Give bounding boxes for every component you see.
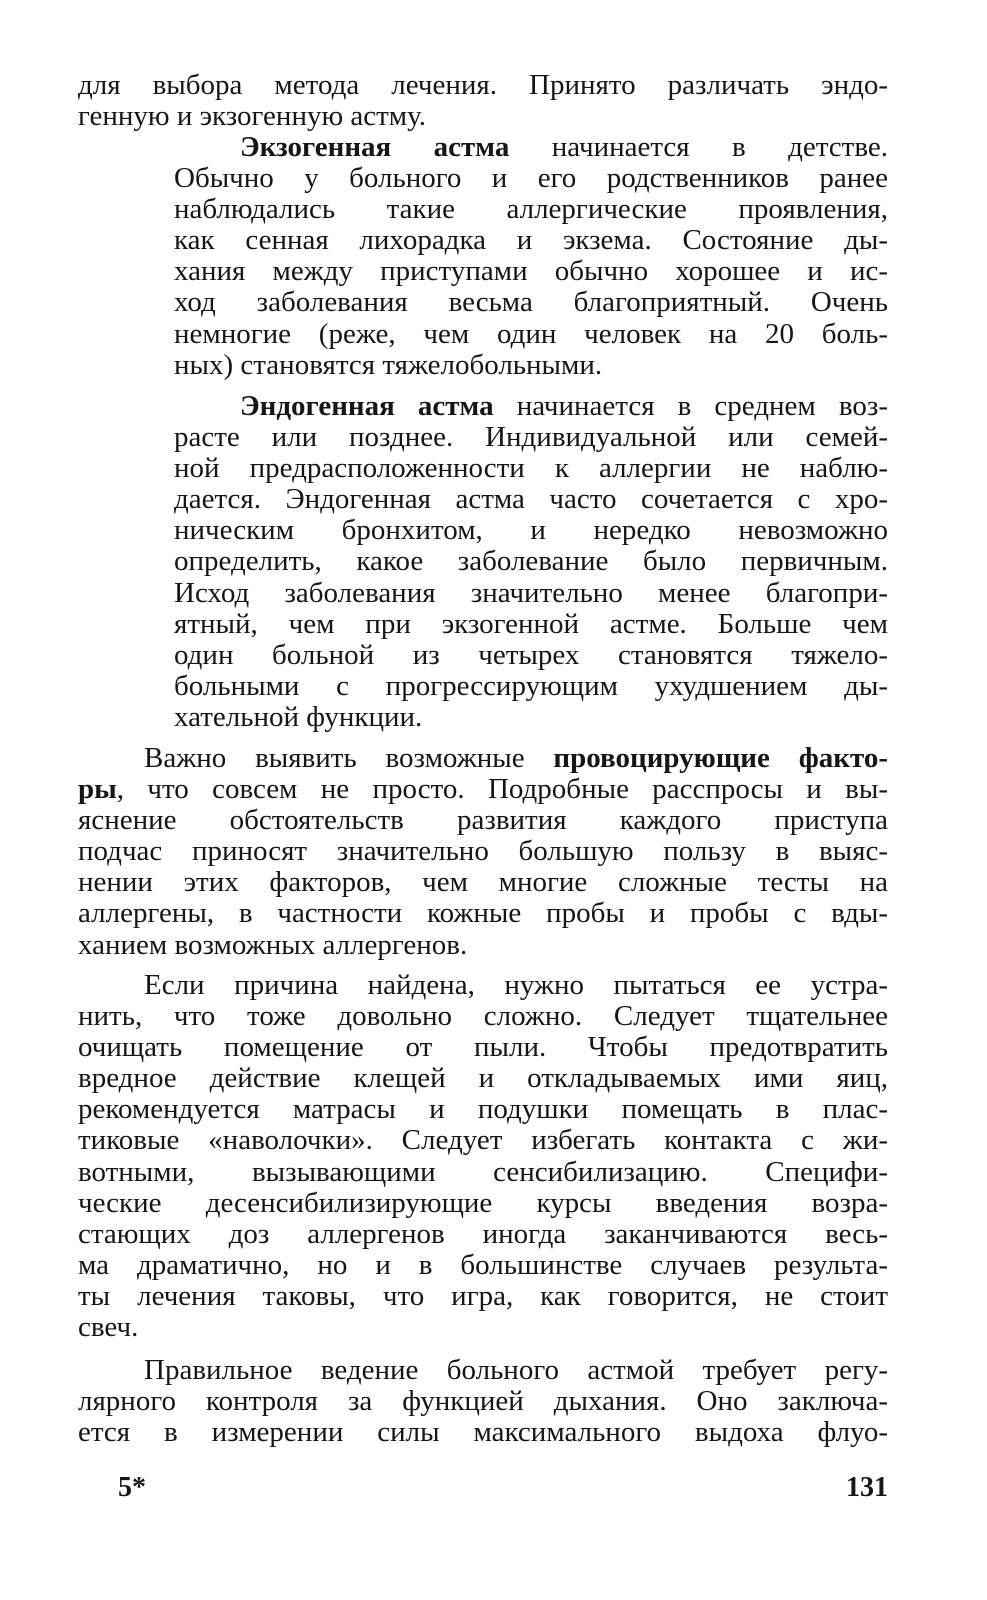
paragraph-intro: [78, 70, 888, 132]
text-line: расте или позднее. Индивидуальной или семей-: [174, 421, 888, 454]
paragraph-cause-removal: [78, 970, 888, 1343]
text-line: нить, что тоже довольно сложно. Следует тщательнее: [78, 1000, 888, 1033]
paragraph-exogenous-asthma: [174, 132, 888, 381]
text-line: вотными, вызывающими сенсибилизацию. Специфи-: [78, 1155, 888, 1188]
text-line: ты лечения таковы, что игра, как говорится, не стоит: [78, 1279, 888, 1312]
text-line: ма драматично, но и в большинстве случаев результа-: [78, 1248, 888, 1281]
text-line: яснение обстоятельств развития каждого приступа: [78, 804, 888, 837]
text-line: ной предрасположенности к аллергии не наблю-: [174, 452, 888, 485]
text-line: хательной функции.: [174, 700, 423, 733]
text-line: ход заболевания весьма благоприятный. Очень: [174, 286, 888, 319]
text-line: Правильное ведение больного астмой требует регу-: [144, 1354, 888, 1386]
text-line: определить, какое заболевание было первичным.: [174, 545, 888, 578]
text-line: ханием возможных аллергенов.: [78, 928, 468, 961]
page-number: 131: [846, 1472, 888, 1503]
text-line: как сенная лихорадка и экзема. Состояние ды-: [174, 224, 888, 257]
signature-mark: 5*: [118, 1472, 146, 1503]
text-line: ятный, чем при экзогенной астме. Больше чем: [174, 607, 888, 640]
text-line: ных) становятся тяжелобольными.: [174, 348, 603, 381]
text-line: Обычно у больного и его родственников ранее: [174, 162, 888, 195]
text-line: больными с прогрессирующим ухудшением ды-: [174, 669, 888, 702]
text-line: лярного контроля за функцией дыхания. Оно заключа-: [78, 1385, 888, 1418]
text-line: Экзогенная астма начинается в детстве.: [240, 131, 888, 163]
paragraph-provoking-factors: [78, 743, 888, 961]
text-line: аллергены, в частности кожные пробы и пробы с вды-: [78, 897, 888, 930]
term-provoking-factors: провоцирующие факто-: [553, 742, 888, 774]
text-line: ческие десенсибилизирующие курсы введения возра-: [78, 1186, 888, 1219]
text-line: свеч.: [78, 1311, 139, 1344]
text-line: наблюдались такие аллергические проявления,: [174, 193, 888, 226]
text-line: для выбора метода лечения. Принято различать эндо-: [78, 69, 888, 101]
term-provoking-factors-end: ры: [78, 773, 117, 806]
text-line: нении этих факторов, чем многие сложные тесты на: [78, 866, 888, 899]
paragraph-asthma-management: [78, 1355, 888, 1448]
term-exogenous-asthma: Экзогенная астма: [240, 131, 510, 163]
text-line: немногие (реже, чем один человек на 20 боль-: [174, 317, 888, 350]
text-line: Важно выявить возможные провоцирующие факто-: [144, 742, 888, 774]
text-line: очищать помещение от пыли. Чтобы предотвратить: [78, 1031, 888, 1064]
text-line: Если причина найдена, нужно пытаться ее устра-: [144, 969, 888, 1001]
text-line: вредное действие клещей и откладываемых ими яиц,: [78, 1062, 888, 1095]
text-line: генную и экзогенную астму.: [78, 100, 426, 133]
text-line: ется в измерении силы максимального выдоха флуо-: [78, 1416, 888, 1449]
text-line: ническим бронхитом, и нередко невозможно: [174, 514, 888, 547]
text-line: стающих доз аллергенов иногда заканчиваются весь-: [78, 1217, 888, 1250]
page-footer: [78, 1472, 888, 1508]
text-line: дается. Эндогенная астма часто сочетается с хро-: [174, 483, 888, 516]
text-line: рекомендуется матрасы и подушки помещать в плас-: [78, 1093, 888, 1126]
text-line: хания между приступами обычно хорошее и ис-: [174, 255, 888, 288]
term-endogenous-asthma: Эндогенная астма: [240, 390, 494, 422]
text-line: Эндогенная астма начинается в среднем воз-: [240, 390, 888, 422]
text-line: один больной из четырех становятся тяжело-: [174, 638, 888, 671]
text-line: подчас приносят значительно большую пользу в выяс-: [78, 835, 888, 868]
text-line: тиковые «наволочки». Следует избегать контакта с жи-: [78, 1124, 888, 1157]
text-line: Исход заболевания значительно менее благопри-: [174, 576, 888, 609]
paragraph-endogenous-asthma: [174, 391, 888, 733]
text-line: ры, что совсем не просто. Подробные расспросы и вы-: [78, 773, 888, 806]
